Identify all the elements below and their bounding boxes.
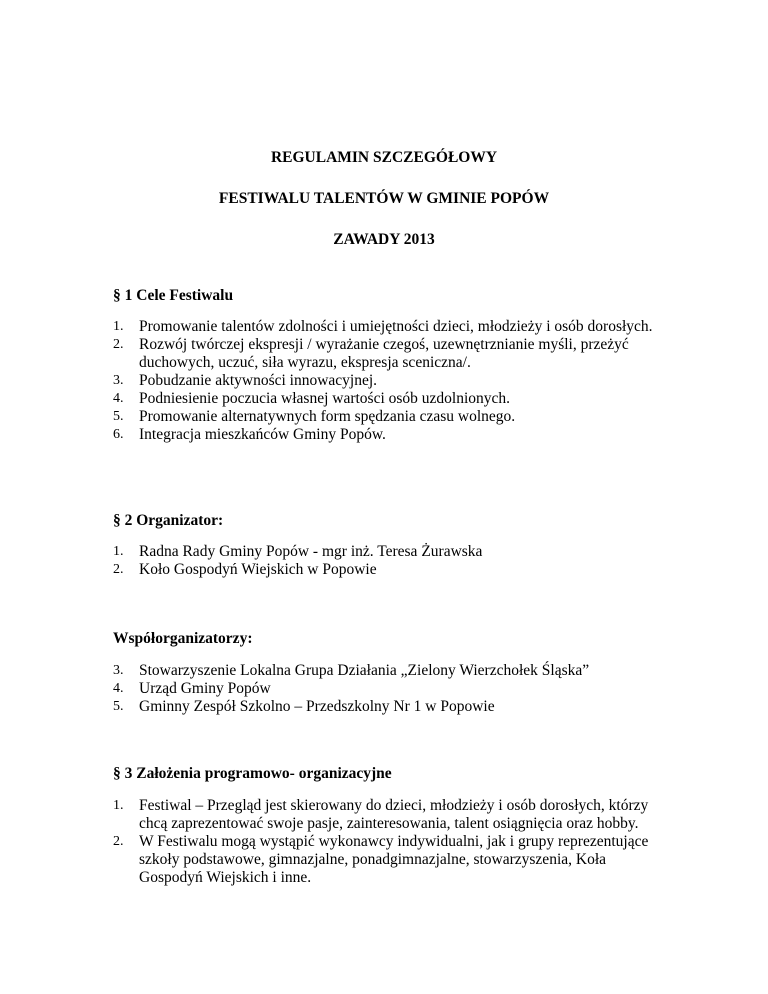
list-text: Integracja mieszkańców Gminy Popów.	[139, 426, 386, 443]
list-number: 1.	[113, 798, 124, 813]
list-number: 2.	[113, 834, 124, 849]
list-item	[113, 318, 668, 336]
section-1-list	[113, 318, 668, 444]
list-item	[113, 408, 668, 426]
section-2-heading: § 2 Organizator:	[113, 512, 224, 529]
list-item	[113, 426, 668, 444]
list-number: 4.	[113, 391, 124, 406]
list-item	[113, 797, 668, 833]
document-event-year: ZAWADY 2013	[333, 231, 435, 248]
list-text: Stowarzyszenie Lokalna Grupa Działania „Zielony Wierzchołek Śląska”	[139, 662, 590, 679]
list-item	[113, 698, 668, 716]
list-text: Rozwój twórczej ekspresji / wyrażanie czegoś, uzewnętrznianie myśli, przeżyć duchowych, uczuć, siła wyrazu, ekspresja sceniczna/.	[139, 336, 629, 371]
list-text: Gminny Zespół Szkolno – Przedszkolny Nr 1 w Popowie	[139, 698, 495, 715]
section-1-heading: § 1 Cele Festiwalu	[113, 287, 234, 304]
list-number: 1.	[113, 319, 124, 334]
list-item	[113, 372, 668, 390]
coorganizers-heading: Współorganizatorzy:	[113, 630, 253, 647]
list-text: Promowanie talentów zdolności i umiejętności dzieci, młodzieży i osób dorosłych.	[139, 318, 653, 335]
list-number: 1.	[113, 544, 124, 559]
list-number: 3.	[113, 663, 124, 678]
list-text: Festiwal – Przegląd jest skierowany do dzieci, młodzieży i osób dorosłych, którzy chcą zaprezentować swoje pasje, zainteresowania, talent osiągnięcia oraz hobby.	[139, 797, 649, 832]
list-item	[113, 390, 668, 408]
list-item	[113, 543, 668, 561]
list-item	[113, 662, 668, 680]
list-number: 2.	[113, 337, 124, 352]
list-number: 3.	[113, 373, 124, 388]
coorganizers-list	[113, 662, 668, 716]
document-title: REGULAMIN SZCZEGÓŁOWY	[270, 149, 498, 166]
list-number: 5.	[113, 699, 124, 714]
list-text: Urząd Gminy Popów	[139, 680, 271, 697]
list-item	[113, 680, 668, 698]
list-text: W Festiwalu mogą wystąpić wykonawcy indywidualni, jak i grupy reprezentujące szkoły podstawowe, gimnazjalne, ponadgimnazjalne, stowarzyszenia, Koła Gospodyń Wiejskich i inne.	[139, 833, 649, 886]
list-number: 5.	[113, 409, 124, 424]
list-text: Pobudzanie aktywności innowacyjnej.	[139, 372, 378, 389]
list-number: 2.	[113, 562, 124, 577]
list-item	[113, 336, 668, 372]
list-text: Radna Rady Gminy Popów - mgr inż. Teresa Żurawska	[139, 543, 483, 560]
section-2-list	[113, 543, 668, 579]
section-3-list	[113, 797, 668, 887]
list-item	[113, 833, 668, 887]
list-text: Podniesienie poczucia własnej wartości osób uzdolnionych.	[139, 390, 511, 407]
list-number: 4.	[113, 681, 124, 696]
document-subtitle: FESTIWALU TALENTÓW W GMINIE POPÓW	[218, 190, 550, 207]
list-number: 6.	[113, 427, 124, 442]
list-text: Koło Gospodyń Wiejskich w Popowie	[139, 561, 377, 578]
section-3-heading: § 3 Założenia programowo- organizacyjne	[113, 765, 392, 782]
list-item	[113, 561, 668, 579]
list-text: Promowanie alternatywnych form spędzania czasu wolnego.	[139, 408, 516, 425]
